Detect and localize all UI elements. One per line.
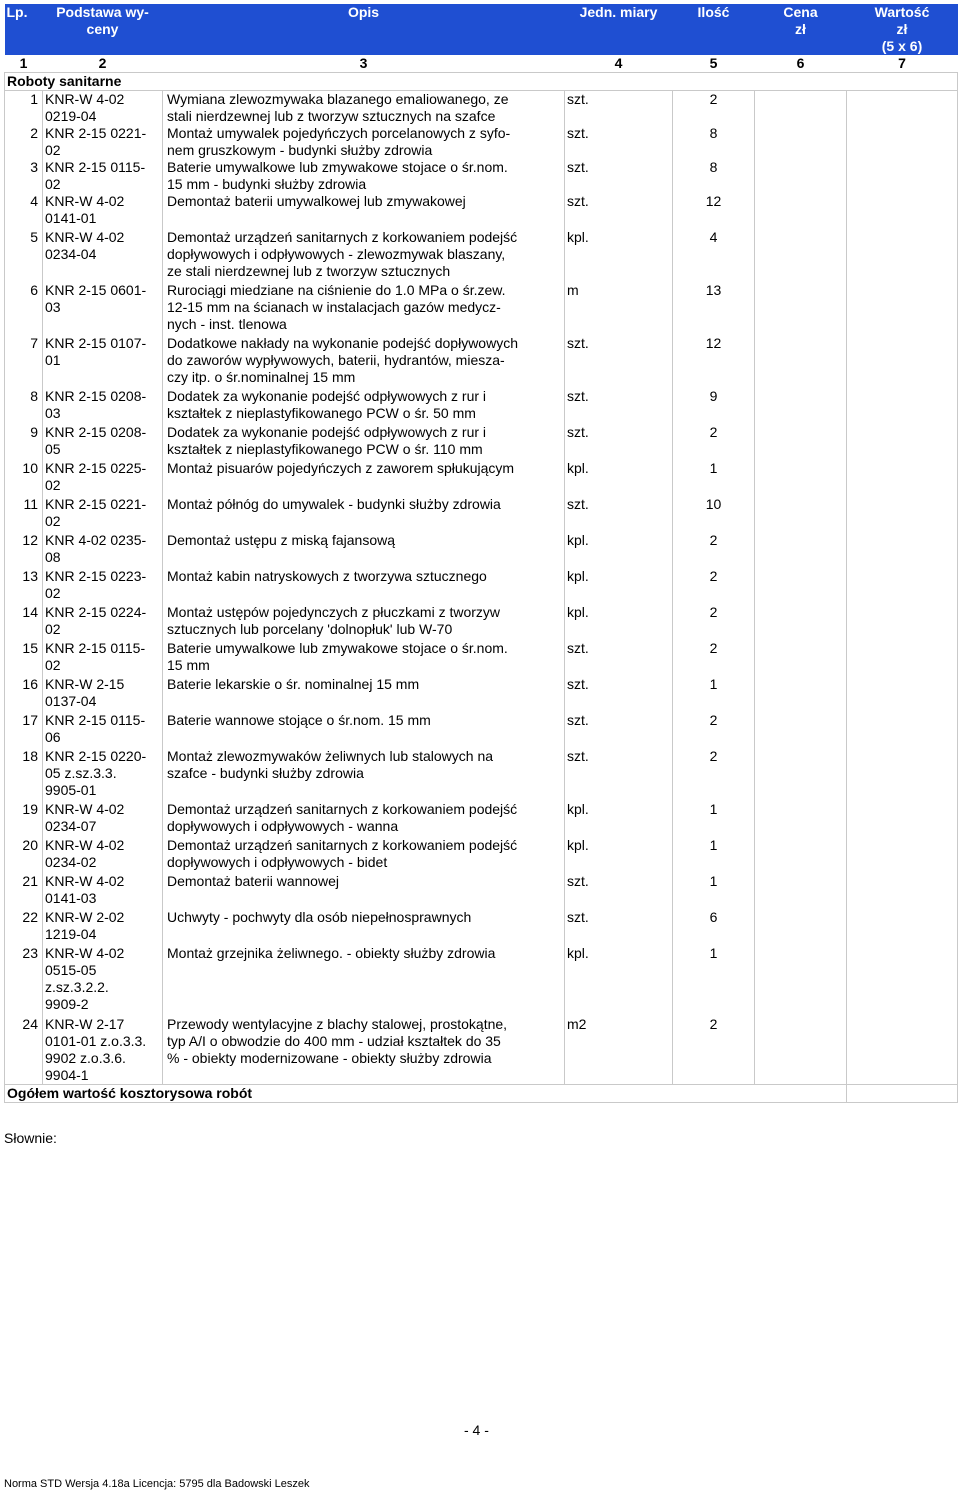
item-quantity: 1 xyxy=(673,676,755,712)
item-basis: KNR-W 4-02 0234-04 xyxy=(43,229,163,282)
item-price xyxy=(755,801,847,837)
item-unit: kpl. xyxy=(565,604,673,640)
item-number: 1 xyxy=(5,91,43,126)
item-value xyxy=(847,712,958,748)
item-number: 15 xyxy=(5,640,43,676)
item-unit: kpl. xyxy=(565,568,673,604)
table-row xyxy=(5,909,958,945)
item-price xyxy=(755,748,847,801)
item-description: Demontaż urządzeń sanitarnych z korkowaniem podejść dopływowych i odpływowych - wanna xyxy=(163,801,565,837)
item-number: 5 xyxy=(5,229,43,282)
table-row xyxy=(5,801,958,837)
item-description: Baterie lekarskie o śr. nominalnej 15 mm xyxy=(163,676,565,712)
table-row xyxy=(5,837,958,873)
item-unit: kpl. xyxy=(565,945,673,1016)
table-row xyxy=(5,424,958,460)
header-wartosc: Wartość zł (5 x 6) xyxy=(847,4,958,55)
item-basis: KNR-W 2-17 0101-01 z.o.3.3. 9902 z.o.3.6. 9904-1 xyxy=(43,1016,163,1085)
item-price xyxy=(755,873,847,909)
item-basis: KNR 2-15 0220- 05 z.sz.3.3. 9905-01 xyxy=(43,748,163,801)
item-basis: KNR 2-15 0115- 02 xyxy=(43,640,163,676)
table-row xyxy=(5,873,958,909)
item-number: 21 xyxy=(5,873,43,909)
item-basis: KNR 2-15 0601- 03 xyxy=(43,282,163,335)
table-row xyxy=(5,945,958,1016)
header-cena: Cena zł xyxy=(755,4,847,55)
item-unit: szt. xyxy=(565,193,673,229)
item-description: Montaż ustępów pojedynczych z płuczkami z tworzyw sztucznych lub porcelany 'dolnopłuk' lub W-70 xyxy=(163,604,565,640)
item-value xyxy=(847,460,958,496)
item-description: Dodatkowe nakłady na wykonanie podejść dopływowych do zaworów wypływowych, baterii, hydrantów, miesza- czy itp. o śr.nominalnej 15 mm xyxy=(163,335,565,388)
item-description: Montaż zlewozmywaków żeliwnych lub stalowych na szafce - budynki służby zdrowia xyxy=(163,748,565,801)
total-row xyxy=(5,1085,958,1103)
item-basis: KNR 2-15 0115- 06 xyxy=(43,712,163,748)
item-price xyxy=(755,125,847,159)
item-quantity: 8 xyxy=(673,125,755,159)
item-value xyxy=(847,335,958,388)
item-unit: kpl. xyxy=(565,801,673,837)
item-quantity: 2 xyxy=(673,1016,755,1085)
item-number: 10 xyxy=(5,460,43,496)
item-basis: KNR 2-15 0223- 02 xyxy=(43,568,163,604)
item-basis: KNR-W 4-02 0234-07 xyxy=(43,801,163,837)
total-label: Ogółem wartość kosztorysowa robót xyxy=(5,1085,847,1103)
item-value xyxy=(847,568,958,604)
total-value xyxy=(847,1085,958,1103)
item-basis: KNR-W 4-02 0141-03 xyxy=(43,873,163,909)
item-description: Dodatek za wykonanie podejść odpływowych z rur i kształtek z nieplastyfikowanego PCW o śr. 110 mm xyxy=(163,424,565,460)
item-number: 16 xyxy=(5,676,43,712)
header-podstawa: Podstawa wy- ceny xyxy=(43,4,163,55)
item-price xyxy=(755,676,847,712)
page-number: - 4 - xyxy=(464,1422,489,1438)
item-price xyxy=(755,712,847,748)
item-value xyxy=(847,748,958,801)
item-basis: KNR 2-15 0115- 02 xyxy=(43,159,163,193)
table-row xyxy=(5,460,958,496)
item-number: 24 xyxy=(5,1016,43,1085)
item-basis: KNR 2-15 0208- 05 xyxy=(43,424,163,460)
column-number-row xyxy=(5,55,958,73)
item-description: Montaż półnóg do umywalek - budynki służby zdrowia xyxy=(163,496,565,532)
table-row xyxy=(5,568,958,604)
item-value xyxy=(847,91,958,126)
item-description: Wymiana zlewozmywaka blazanego emaliowanego, ze stali nierdzewnej lub z tworzyw sztucznych na szafce xyxy=(163,91,565,126)
table-row xyxy=(5,748,958,801)
item-value xyxy=(847,229,958,282)
table-row xyxy=(5,335,958,388)
item-price xyxy=(755,229,847,282)
item-number: 8 xyxy=(5,388,43,424)
item-description: Demontaż urządzeń sanitarnych z korkowaniem podejść dopływowych i odpływowych - zlewozmywak blaszany, ze stali nierdzewnej lub z tworzyw sztucznych xyxy=(163,229,565,282)
item-number: 22 xyxy=(5,909,43,945)
item-basis: KNR 2-15 0224- 02 xyxy=(43,604,163,640)
item-description: Rurociągi miedziane na ciśnienie do 1.0 MPa o śr.zew. 12-15 mm na ścianach w instalacjach gazów medycz- nych - inst. tlenowa xyxy=(163,282,565,335)
item-quantity: 2 xyxy=(673,424,755,460)
item-price xyxy=(755,604,847,640)
item-number: 4 xyxy=(5,193,43,229)
table-row xyxy=(5,604,958,640)
table-row xyxy=(5,712,958,748)
table-row xyxy=(5,91,958,126)
item-price xyxy=(755,335,847,388)
item-basis: KNR 4-02 0235- 08 xyxy=(43,532,163,568)
table-row xyxy=(5,388,958,424)
item-value xyxy=(847,1016,958,1085)
item-unit: m xyxy=(565,282,673,335)
item-unit: szt. xyxy=(565,125,673,159)
item-value xyxy=(847,640,958,676)
item-quantity: 2 xyxy=(673,748,755,801)
item-quantity: 2 xyxy=(673,604,755,640)
item-description: Demontaż baterii umywalkowej lub zmywakowej xyxy=(163,193,565,229)
header-opis: Opis xyxy=(163,4,565,55)
item-value xyxy=(847,159,958,193)
section-row xyxy=(5,73,958,91)
item-unit: m2 xyxy=(565,1016,673,1085)
item-unit: szt. xyxy=(565,496,673,532)
item-description: Montaż grzejnika żeliwnego. - obiekty służby zdrowia xyxy=(163,945,565,1016)
item-quantity: 1 xyxy=(673,460,755,496)
header-jedn: Jedn. miary xyxy=(565,4,673,55)
item-description: Przewody wentylacyjne z blachy stalowej, prostokątne, typ A/I o obwodzie do 400 mm - udział kształtek do 35 % - obiekty modernizowane - obiekty służby zdrowia xyxy=(163,1016,565,1085)
item-price xyxy=(755,909,847,945)
column-number: 5 xyxy=(709,55,718,71)
item-basis: KNR 2-15 0208- 03 xyxy=(43,388,163,424)
item-description: Demontaż ustępu z miską fajansową xyxy=(163,532,565,568)
item-quantity: 13 xyxy=(673,282,755,335)
header-ilosc: Ilość xyxy=(673,4,755,55)
header-lp: Lp. xyxy=(5,4,43,55)
item-number: 12 xyxy=(5,532,43,568)
item-price xyxy=(755,640,847,676)
item-quantity: 1 xyxy=(673,945,755,1016)
item-price xyxy=(755,460,847,496)
item-unit: kpl. xyxy=(565,460,673,496)
item-unit: szt. xyxy=(565,388,673,424)
item-value xyxy=(847,125,958,159)
column-number: 6 xyxy=(796,55,805,71)
table-row xyxy=(5,640,958,676)
item-value xyxy=(847,873,958,909)
table-row xyxy=(5,229,958,282)
item-price xyxy=(755,193,847,229)
item-value xyxy=(847,909,958,945)
item-price xyxy=(755,424,847,460)
footer-license: Norma STD Wersja 4.18a Licencja: 5795 dla Badowski Leszek xyxy=(4,1478,310,1490)
item-quantity: 2 xyxy=(673,712,755,748)
item-description: Montaż umywalek pojedyńczych porcelanowych z syfo- nem gruszkowym - budynki służby zdrowia xyxy=(163,125,565,159)
item-price xyxy=(755,159,847,193)
table-row xyxy=(5,676,958,712)
item-quantity: 2 xyxy=(673,568,755,604)
slownie-label: Słownie: xyxy=(4,1130,57,1146)
table-header-row xyxy=(5,4,958,55)
item-unit: kpl. xyxy=(565,229,673,282)
item-basis: KNR 2-15 0221- 02 xyxy=(43,125,163,159)
item-number: 20 xyxy=(5,837,43,873)
item-number: 7 xyxy=(5,335,43,388)
item-quantity: 2 xyxy=(673,91,755,126)
item-price xyxy=(755,1016,847,1085)
cost-estimate-table xyxy=(4,4,958,1103)
item-value xyxy=(847,604,958,640)
column-number: 4 xyxy=(614,55,623,71)
item-number: 6 xyxy=(5,282,43,335)
item-description: Baterie umywalkowe lub zmywakowe stojace o śr.nom. 15 mm xyxy=(163,640,565,676)
item-number: 23 xyxy=(5,945,43,1016)
item-description: Montaż pisuarów pojedyńczych z zaworem spłukującym xyxy=(163,460,565,496)
item-quantity: 12 xyxy=(673,193,755,229)
item-value xyxy=(847,388,958,424)
item-value xyxy=(847,945,958,1016)
item-quantity: 2 xyxy=(673,640,755,676)
item-price xyxy=(755,282,847,335)
item-description: Baterie umywalkowe lub zmywakowe stojace o śr.nom. 15 mm - budynki służby zdrowia xyxy=(163,159,565,193)
item-basis: KNR-W 2-15 0137-04 xyxy=(43,676,163,712)
item-basis: KNR 2-15 0221- 02 xyxy=(43,496,163,532)
item-description: Demontaż baterii wannowej xyxy=(163,873,565,909)
item-description: Montaż kabin natryskowych z tworzywa sztucznego xyxy=(163,568,565,604)
item-value xyxy=(847,532,958,568)
item-quantity: 12 xyxy=(673,335,755,388)
item-price xyxy=(755,945,847,1016)
item-unit: szt. xyxy=(565,159,673,193)
column-number: 1 xyxy=(19,55,28,71)
item-basis: KNR 2-15 0107- 01 xyxy=(43,335,163,388)
item-unit: szt. xyxy=(565,873,673,909)
table-row xyxy=(5,159,958,193)
item-price xyxy=(755,837,847,873)
section-title: Roboty sanitarne xyxy=(5,73,958,91)
item-unit: szt. xyxy=(565,748,673,801)
item-price xyxy=(755,91,847,126)
item-quantity: 1 xyxy=(673,837,755,873)
item-basis: KNR-W 4-02 0219-04 xyxy=(43,91,163,126)
item-unit: szt. xyxy=(565,676,673,712)
item-number: 14 xyxy=(5,604,43,640)
table-row xyxy=(5,532,958,568)
item-value xyxy=(847,801,958,837)
item-quantity: 6 xyxy=(673,909,755,945)
item-unit: kpl. xyxy=(565,837,673,873)
item-number: 3 xyxy=(5,159,43,193)
item-quantity: 1 xyxy=(673,873,755,909)
item-value xyxy=(847,424,958,460)
table-row xyxy=(5,1016,958,1085)
item-value xyxy=(847,282,958,335)
item-number: 13 xyxy=(5,568,43,604)
item-unit: kpl. xyxy=(565,532,673,568)
item-value xyxy=(847,193,958,229)
item-unit: szt. xyxy=(565,335,673,388)
item-quantity: 8 xyxy=(673,159,755,193)
item-description: Demontaż urządzeń sanitarnych z korkowaniem podejść dopływowych i odpływowych - bidet xyxy=(163,837,565,873)
column-number: 3 xyxy=(359,55,368,71)
item-unit: szt. xyxy=(565,424,673,460)
item-value xyxy=(847,837,958,873)
item-quantity: 4 xyxy=(673,229,755,282)
item-quantity: 10 xyxy=(673,496,755,532)
item-basis: KNR-W 2-02 1219-04 xyxy=(43,909,163,945)
item-number: 11 xyxy=(5,496,43,532)
item-number: 19 xyxy=(5,801,43,837)
item-description: Uchwyty - pochwyty dla osób niepełnosprawnych xyxy=(163,909,565,945)
table-row xyxy=(5,282,958,335)
item-price xyxy=(755,388,847,424)
item-unit: szt. xyxy=(565,91,673,126)
item-quantity: 1 xyxy=(673,801,755,837)
item-value xyxy=(847,496,958,532)
item-basis: KNR-W 4-02 0515-05 z.sz.3.2.2. 9909-2 xyxy=(43,945,163,1016)
item-value xyxy=(847,676,958,712)
item-basis: KNR-W 4-02 0141-01 xyxy=(43,193,163,229)
item-number: 18 xyxy=(5,748,43,801)
table-row xyxy=(5,193,958,229)
item-basis: KNR-W 4-02 0234-02 xyxy=(43,837,163,873)
item-price xyxy=(755,496,847,532)
column-number: 7 xyxy=(898,55,906,71)
item-quantity: 2 xyxy=(673,532,755,568)
item-unit: szt. xyxy=(565,640,673,676)
item-description: Dodatek za wykonanie podejść odpływowych z rur i kształtek z nieplastyfikowanego PCW o śr. 50 mm xyxy=(163,388,565,424)
item-number: 9 xyxy=(5,424,43,460)
table-row xyxy=(5,125,958,159)
item-number: 2 xyxy=(5,125,43,159)
item-description: Baterie wannowe stojące o śr.nom. 15 mm xyxy=(163,712,565,748)
item-unit: szt. xyxy=(565,909,673,945)
item-number: 17 xyxy=(5,712,43,748)
item-quantity: 9 xyxy=(673,388,755,424)
item-price xyxy=(755,568,847,604)
item-price xyxy=(755,532,847,568)
item-unit: szt. xyxy=(565,712,673,748)
column-number: 2 xyxy=(98,55,107,71)
table-row xyxy=(5,496,958,532)
item-basis: KNR 2-15 0225- 02 xyxy=(43,460,163,496)
